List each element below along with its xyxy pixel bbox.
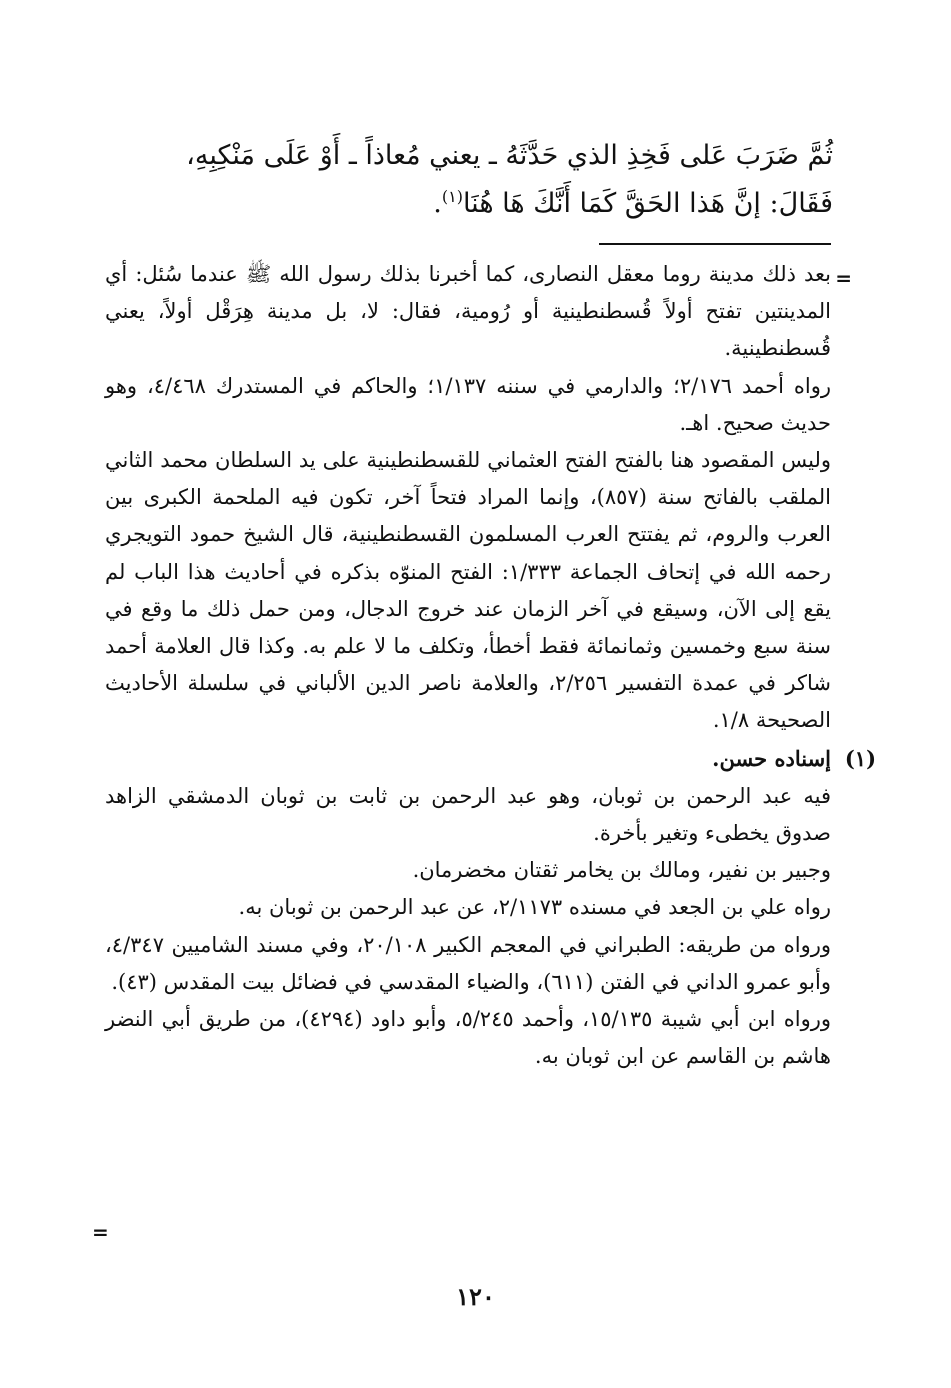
footnotes — [105, 256, 876, 1075]
footnote-paragraph: فيه عبد الرحمن بن ثوبان، وهو عبد الرحمن بن ثابت بن ثوبان الدمشقي الزاهد صدوق يخطىء وتغير بأخرة. — [105, 783, 831, 846]
main-text-line-1: ثُمَّ ضَرَبَ عَلى فَخِذِ الذي حَدَّثَهُ ـ يعني مُعاذاً ـ أَوْ عَلَى مَنْكِبِهِ، — [186, 140, 833, 171]
footnote-paragraph: وليس المقصود هنا بالفتح الفتح العثماني للقسطنطينية على يد السلطان محمد الثاني الملقب بالفاتح سنة (٨٥٧)، وإنما المراد فتحاً آخر، تكون فيه الملحمة الكبرى بين العرب والروم، ثم يفتتح العرب المسلمون القسطنطينية، قال الشيخ حمود التويجري رحمه الله في إتحاف الجماعة ١/٣٣٣: الفتح المنوّه بذكره في أحاديث هذا الباب لم يقع إلى الآن، وسيقع في آخر الزمان عند خروج الدجال، ومن حمل ذلك ما وقع في سنة سبع وخمسين وثمانمائة فقط أخطأ، وتكلف ما لا علم به. وكذا قال العلامة أحمد شاكر في عمدة التفسير ٢/٢٥٦، والعلامة ناصر الدين الألباني في سلسلة الأحاديث الصحيحة ١/٨. — [105, 448, 832, 733]
main-text-line-2-end: . — [433, 188, 442, 219]
main-text-line-2 — [105, 180, 833, 228]
footnote-1-title: إسناده حسن. — [712, 745, 831, 771]
continuation-mark-bottom: = — [92, 1220, 109, 1244]
footnote-paragraph: بعد ذلك مدينة روما معقل النصارى، كما أخبرنا بذلك رسول الله ﷺ عندما سُئل: أي المدينتين تفتح أولاً قُسطنطينية أو رُومية، فقال: لا، بل مدينة هِرَقْل أولاً، يعني قُسطنطينية. — [105, 262, 831, 361]
footnote-1-number: (١) — [844, 745, 876, 771]
footnote-separator-rule — [599, 243, 831, 245]
page-number: ١٢٠ — [456, 1282, 495, 1311]
footnote-paragraph: وجبير بن نفير، ومالك بن يخامر ثقتان مخضرمان. — [412, 858, 831, 883]
main-text — [105, 132, 833, 228]
footnote-paragraph: رواه علي بن الجعد في مسنده ٢/١١٧٣، عن عبد الرحمن بن ثوبان به. — [238, 895, 831, 920]
footnote-paragraph: ورواه ابن أبي شيبة ١٥/١٣٥، وأحمد ٥/٢٤٥، وأبو داود (٤٢٩٤)، من طريق أبي النضر هاشم بن القاسم عن ابن ثوبان به. — [105, 1007, 831, 1069]
footnote-reference: (١) — [441, 187, 463, 206]
footnote-1-heading — [105, 740, 876, 778]
continuation-mark-top: = — [835, 266, 852, 290]
footnote-paragraph: رواه أحمد ٢/١٧٦؛ والدارمي في سننه ١/١٣٧؛ والحاكم في المستدرك ٤/٤٦٨، وهو حديث صحيح. اهـ. — [105, 373, 832, 435]
footnote-paragraph: ورواه من طريقه: الطبراني في المعجم الكبير ٢٠/١٠٨، وفي مسند الشاميين ٤/٣٤٧، وأبو عمرو الداني في الفتن (٦١١)، والضياء المقدسي في فضائل بيت المقدس (٤٣). — [105, 932, 831, 994]
main-text-line-2-body: فَقَالَ: إنَّ هَذا الحَقَّ كَمَا أَنَّكَ هَا هُنَا — [462, 188, 833, 219]
